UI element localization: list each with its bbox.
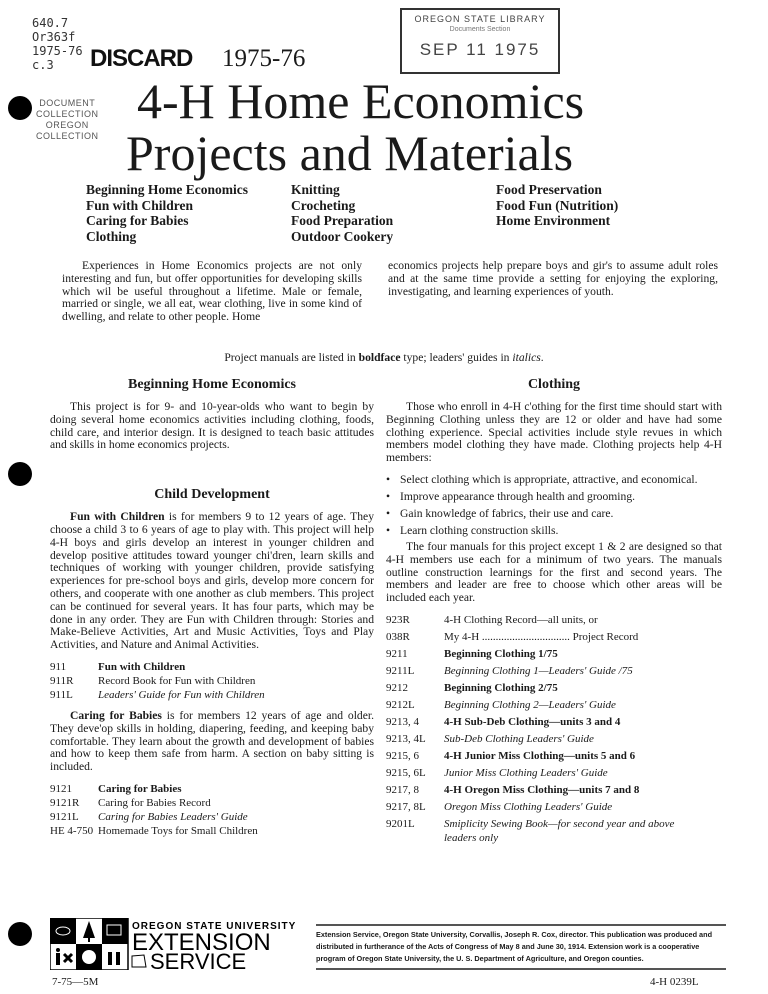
list-item: [386, 664, 698, 678]
item-title: Oregon Miss Clothing Leaders' Guide: [444, 800, 613, 813]
item-title: Homemade Toys for Small Children: [98, 824, 258, 837]
list-item: [50, 782, 374, 796]
item-title: Leaders' Guide for Fun with Children: [98, 688, 265, 701]
section-heading: Beginning Home Economics: [127, 377, 296, 392]
item-title: Beginning Clothing 2—Leaders' Guide: [444, 698, 616, 711]
fun-with-children-text: Fun with Children is for members 9 to 12 years of age. They choose a child 3 to 6 years of age to play with. This project will help 4-H boys and girls develop an interest in younger children and develop positive attitudes toward younger chi'dren, learn skills and techniques of working with younger children, provide satisfying experiences for pre-school boys and girls, develop more concern for others, and cooperate with one another as club members. This project can be continued for several years. It has four parts, which may be done in any order. They are Fun with Children through: Stories and Make-Believe Activities, Art and Music Activities, Toys and Play Activities, and Nature and Animal Activities.: [50, 510, 374, 652]
punch-hole: [8, 96, 32, 120]
header-year: 1975-76: [222, 45, 306, 72]
item-code: 9215, 6: [386, 749, 419, 762]
punch-hole: [8, 922, 32, 946]
clothing-bullets: [386, 473, 722, 537]
right-column: [386, 376, 722, 848]
list-item: [386, 732, 698, 746]
logo-university: OREGON STATE UNIVERSITY: [132, 921, 297, 932]
logo-service: SERVICE: [150, 949, 247, 970]
item-code: 911: [50, 660, 67, 673]
item-code: 9217, 8L: [386, 800, 426, 813]
section-heading: Clothing: [527, 377, 581, 392]
item-title: 4-H Junior Miss Clothing—units 5 and 6: [444, 749, 636, 762]
list-item: [50, 660, 374, 674]
collection-stamp: DOCUMENT COLLECTION OREGON COLLECTION: [36, 98, 99, 141]
item-title: Junior Miss Clothing Leaders' Guide: [444, 766, 608, 779]
item-title: 4-H Oregon Miss Clothing—units 7 and 8: [444, 783, 640, 796]
item-code: 9201L: [386, 817, 415, 830]
extension-statement: Extension Service, Oregon State University, Corvallis, Joseph R. Cox, director. This publication was produced and distributed in furtherance of the Acts of Congress of May 8 and June 30, 1914. Extension work is a cooperative program of Oregon State University, the U. S. Department of Agriculture, and Oregon counties.: [316, 924, 726, 970]
page-subtitle: Projects and Materials: [126, 125, 574, 181]
osu-extension-logo: [50, 918, 310, 974]
intro-right: economics projects help prepare boys and gir's to assume adult roles and at the same time provide a setting for enjoying the exploring, investigating, and learning experiences of youth.: [388, 259, 718, 298]
item-code: 9211: [386, 647, 408, 660]
bullet-item: • Improve appearance through health and grooming.: [386, 490, 722, 503]
discard-stamp: DISCARD: [90, 45, 193, 72]
list-item: [386, 800, 698, 814]
item-title: Record Book for Fun with Children: [98, 674, 256, 687]
bullet-item: • Learn clothing construction skills.: [386, 524, 722, 537]
list-item: [50, 810, 374, 824]
list-item: [386, 783, 698, 797]
library-stamp: OREGON STATE LIBRARY Documents Section SEP 11 1975: [400, 8, 560, 74]
list-item: [386, 766, 698, 780]
list-item: [386, 630, 698, 644]
bullet-item: • Gain knowledge of fabrics, their use and care.: [386, 507, 722, 520]
item-code: 9121L: [50, 810, 79, 823]
item-code: 9213, 4: [386, 715, 419, 728]
list-item: [386, 613, 698, 627]
item-title: My 4-H ................................ Project Record: [444, 630, 639, 643]
list-item: [386, 817, 698, 845]
beginning-text: This project is for 9- and 10-year-olds who want to begin by doing several home economics activities including clothing, foods, child care, and interior design. It is designed to teach basic attitudes and skills in home economics projects.: [50, 400, 374, 452]
item-code: 9121R: [50, 796, 80, 809]
list-item: [50, 824, 374, 838]
list-item: [386, 715, 698, 729]
bullet-item: • Select clothing which is appropriate, attractive, and economical.: [386, 473, 722, 486]
item-code: 923R: [386, 613, 410, 626]
topic-column: Knitting Crocheting Food Preparation Outdoor Cookery: [291, 182, 394, 244]
item-title: 4-H Sub-Deb Clothing—units 3 and 4: [444, 715, 621, 728]
caring-list: [50, 782, 374, 838]
publication-number: 4-H 0239L: [650, 976, 699, 988]
clothing-text-2: The four manuals for this project except 1 & 2 are designed so that 4-H members use each for a minimum of two years. The manuals outline construction learnings for the first and second years. The members and leader are free to choose which other areas will be included each year.: [386, 539, 722, 605]
item-code: 9217, 8: [386, 783, 419, 796]
topic-column: Beginning Home Economics Fun with Children Caring for Babies Clothing: [86, 182, 249, 244]
item-title: Fun with Children: [98, 660, 186, 673]
punch-hole: [8, 462, 32, 486]
section-heading: Child Development: [154, 487, 270, 503]
intro-left: Experiences in Home Economics projects are not only interesting and fun, but offer opportunities for developing skills which wil be useful throughout a lifetime. Male or female, married or single, we all eat, wear clothing, live in some kind of dwelling, and relate to other people. Home: [62, 259, 362, 324]
list-item: [50, 796, 374, 810]
item-code: 911R: [50, 674, 74, 687]
item-title: Smiplicity Sewing Book—for second year and above leaders only: [444, 817, 675, 844]
page-title: 4-H Home Economics: [137, 73, 585, 129]
item-code: 9213, 4L: [386, 732, 426, 745]
list-item: [386, 698, 698, 712]
item-title: 4-H Clothing Record—all units, or: [444, 613, 598, 626]
item-title: Caring for Babies Leaders' Guide: [98, 810, 248, 823]
clothing-text: Those who enroll in 4-H c'othing for the first time should start with Beginning Clothing unless they are 12 or older and have had some clothing experience. Special activities include style revues in which members model clothing they have made. Clothing projects help 4-H members:: [386, 400, 722, 465]
fun-list: [50, 660, 374, 702]
print-code: 7-75—5M: [52, 976, 99, 988]
left-column: [50, 376, 374, 838]
item-title: Caring for Babies: [98, 782, 182, 795]
typeface-legend: Project manuals are listed in boldface type; leaders' guides in italics.: [224, 351, 544, 364]
list-item: [386, 749, 698, 763]
list-item: [386, 647, 698, 661]
logo-extension: EXTENSION: [132, 929, 271, 956]
topic-column: Food Preservation Food Fun (Nutrition) Home Environment: [496, 182, 619, 228]
item-code: 038R: [386, 630, 410, 643]
item-code: 9211L: [386, 664, 415, 677]
item-title: Caring for Babies Record: [98, 796, 211, 809]
clothing-list: [386, 613, 698, 845]
item-title: Sub-Deb Clothing Leaders' Guide: [444, 732, 594, 745]
list-item: [386, 681, 698, 695]
item-code: HE 4-750: [50, 824, 94, 837]
item-code: 9212L: [386, 698, 415, 711]
item-code: 9215, 6L: [386, 766, 426, 779]
item-code: 9212: [386, 681, 408, 694]
call-number: 640.7 Or363f 1975-76 c.3: [32, 16, 83, 72]
item-code: 911L: [50, 688, 73, 701]
list-item: [50, 688, 374, 702]
item-title: Beginning Clothing 2/75: [444, 681, 558, 694]
list-item: [50, 674, 374, 688]
item-code: 9121: [50, 782, 72, 795]
caring-text: Caring for Babies is for members 12 years of age and older. They deve'op skills in holding, diapering, feeding, and keeping baby comfortable. They learn about the growth and development of babies and how to keep them safe from harm. A section on baby sitting is included.: [50, 708, 374, 774]
item-title: Beginning Clothing 1—Leaders' Guide /75: [444, 664, 633, 677]
item-title: Beginning Clothing 1/75: [444, 647, 558, 660]
